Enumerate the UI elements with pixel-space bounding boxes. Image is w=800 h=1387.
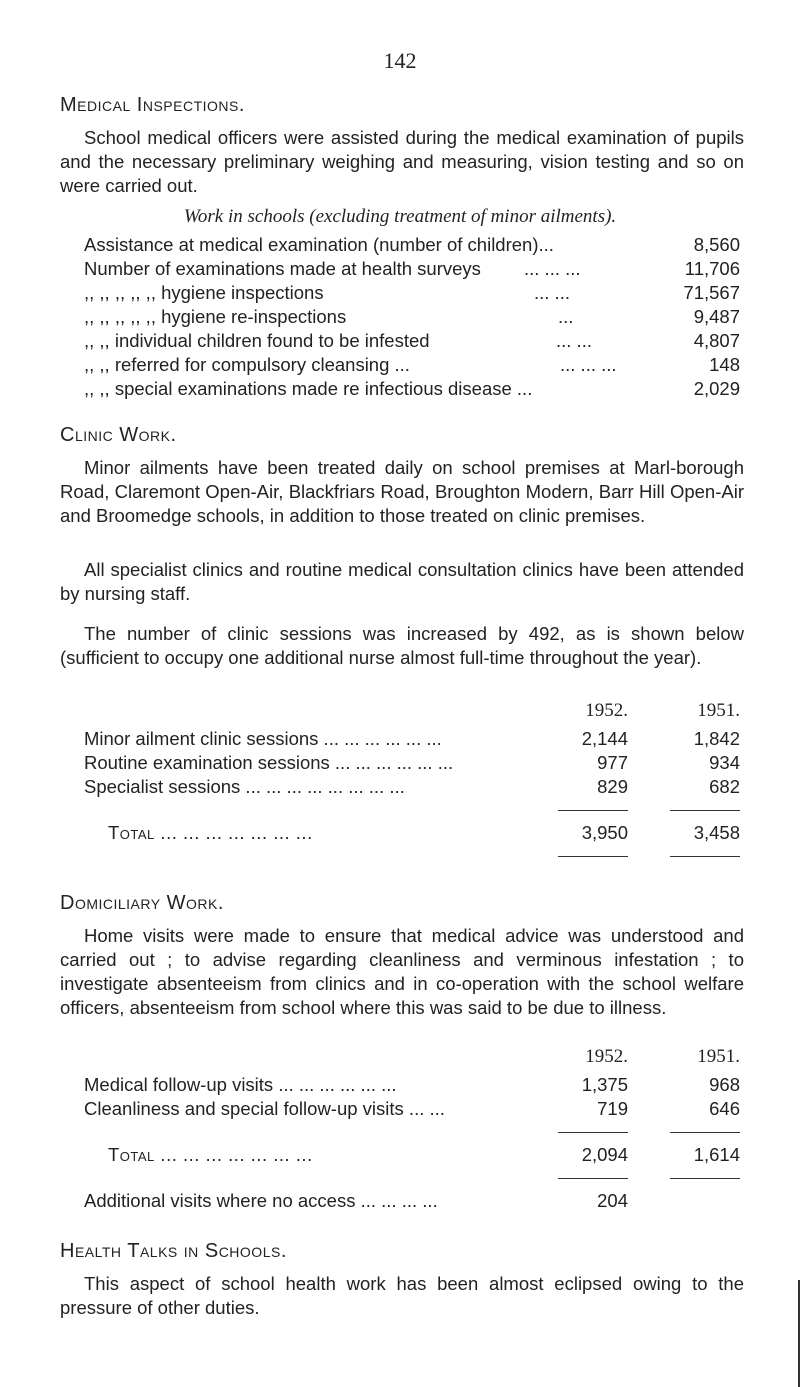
clinic-work-heading: Clinic Work.: [60, 424, 177, 446]
domiciliary-paragraph: Home visits were made to ensure that medical advice was understood and carried out ; to advise regarding cleanliness and verminous infestation ; to investigate absenteeism from clinics and in co-operation with the school welfare officers, absenteeism from school where this was said to be due to illness.: [60, 925, 744, 1018]
clinic-table-row: [84, 752, 740, 776]
health-talks-heading: Health Talks in Schools.: [60, 1240, 287, 1262]
column-header-1951: 1951.: [697, 700, 740, 721]
total-label: Total ... ... ... ... ... ... ...: [108, 1144, 313, 1165]
row-label: Routine examination sessions ... ... ... ... ... ...: [84, 752, 454, 773]
column-header-1952: 1952.: [585, 1046, 628, 1067]
value-1952: 977: [597, 752, 628, 773]
column-header-1952: 1952.: [585, 700, 628, 721]
value-1951: 682: [709, 776, 740, 797]
total-underline-1952: [558, 856, 628, 857]
total-label: Total ... ... ... ... ... ... ...: [108, 822, 313, 843]
total-1952: 3,950: [581, 822, 628, 843]
leader-dots: ...: [558, 306, 574, 327]
medical-row: [84, 258, 740, 282]
total-underline-1951: [670, 1178, 740, 1179]
clinic-table-header: [84, 700, 740, 724]
value-1952: 719: [597, 1098, 628, 1119]
row-label: Minor ailment clinic sessions ... ... ... ... ... ...: [84, 728, 442, 749]
medical-row-value: 9,487: [693, 306, 740, 327]
leader-dots: ... ... ...: [524, 258, 581, 279]
medical-row: [84, 330, 740, 354]
total-1951: 1,614: [693, 1144, 740, 1165]
medical-row-label: ,, ,, ,, ,, ,, hygiene inspections: [84, 282, 324, 303]
medical-row-label: ,, ,, referred for compulsory cleansing ...: [84, 354, 410, 375]
medical-row: [84, 306, 740, 330]
domiciliary-table-row: [84, 1098, 740, 1122]
leader-dots: ... ...: [534, 282, 570, 303]
medical-row-label: ,, ,, individual children found to be infested: [84, 330, 430, 351]
total-rule-1952: [558, 1132, 628, 1133]
leader-dots: ... ... ...: [560, 354, 617, 375]
medical-row-label: ,, ,, ,, ,, ,, hygiene re-inspections: [84, 306, 347, 327]
value-1952: 204: [597, 1190, 628, 1211]
medical-row-value: 11,706: [684, 258, 740, 279]
medical-row: [84, 282, 740, 306]
total-rule-1951: [670, 1132, 740, 1133]
page-number: 142: [383, 48, 417, 73]
value-1952: 829: [597, 776, 628, 797]
work-in-schools-subtitle: Work in schools (excluding treatment of minor ailments).: [183, 206, 617, 227]
total-1951: 3,458: [693, 822, 740, 843]
total-rule-1952: [558, 810, 628, 811]
additional-visits-row: [84, 1190, 740, 1214]
medical-inspections-heading: Medical Inspections.: [60, 94, 245, 116]
row-label: Cleanliness and special follow-up visits ... ...: [84, 1098, 445, 1119]
domiciliary-work-heading: Domiciliary Work.: [60, 892, 224, 914]
total-1952: 2,094: [581, 1144, 628, 1165]
medical-intro-paragraph: School medical officers were assisted during the medical examination of pupils and the necessary preliminary weighing and measuring, vision testing and so on were carried out.: [60, 127, 744, 196]
leader-dots: ... ...: [556, 330, 592, 351]
column-header-1951: 1951.: [697, 1046, 740, 1067]
row-label: Additional visits where no access ... ... ... ...: [84, 1190, 438, 1211]
value-1951: 968: [709, 1074, 740, 1095]
clinic-paragraph-2: All specialist clinics and routine medical consultation clinics have been attended by nursing staff.: [60, 559, 744, 604]
medical-row-value: 148: [709, 354, 740, 375]
medical-row-value: 8,560: [693, 234, 740, 255]
total-rule-1951: [670, 810, 740, 811]
value-1951: 1,842: [693, 728, 740, 749]
value-1951: 934: [709, 752, 740, 773]
value-1952: 1,375: [581, 1074, 628, 1095]
value-1952: 2,144: [581, 728, 628, 749]
medical-row-value: 71,567: [683, 282, 740, 303]
total-underline-1952: [558, 1178, 628, 1179]
clinic-paragraph-3: The number of clinic sessions was increased by 492, as is shown below (sufficient to occupy one additional nurse almost full-time throughout the year).: [60, 623, 744, 668]
medical-row: [84, 354, 740, 378]
value-1951: 646: [709, 1098, 740, 1119]
medical-row-label: Assistance at medical examination (number of children)...: [84, 234, 554, 255]
health-talks-paragraph: This aspect of school health work has been almost eclipsed owing to the pressure of other duties.: [60, 1273, 744, 1318]
domiciliary-total-row: [84, 1144, 740, 1168]
row-label: Specialist sessions ... ... ... ... ... ... ... ...: [84, 776, 405, 797]
domiciliary-table-header: [84, 1046, 740, 1070]
clinic-table-row: [84, 776, 740, 800]
clinic-total-row: [84, 822, 740, 846]
medical-row-label: Number of examinations made at health surveys: [84, 258, 481, 279]
total-underline-1951: [670, 856, 740, 857]
medical-row: [84, 234, 740, 258]
domiciliary-table-row: [84, 1074, 740, 1098]
clinic-table-row: [84, 728, 740, 752]
row-label: Medical follow-up visits ... ... ... ... ... ...: [84, 1074, 397, 1095]
clinic-paragraph-1: Minor ailments have been treated daily on school premises at Marl-borough Road, Claremont Open-Air, Blackfriars Road, Broughton Modern, Barr Hill Open-Air and Broomedge schools, in addition to those treated on clinic premises.: [60, 457, 744, 526]
medical-row-label: ,, ,, special examinations made re infectious disease ...: [84, 378, 533, 399]
medical-row-value: 4,807: [693, 330, 740, 351]
medical-row-value: 2,029: [693, 378, 740, 399]
medical-row: [84, 378, 740, 402]
